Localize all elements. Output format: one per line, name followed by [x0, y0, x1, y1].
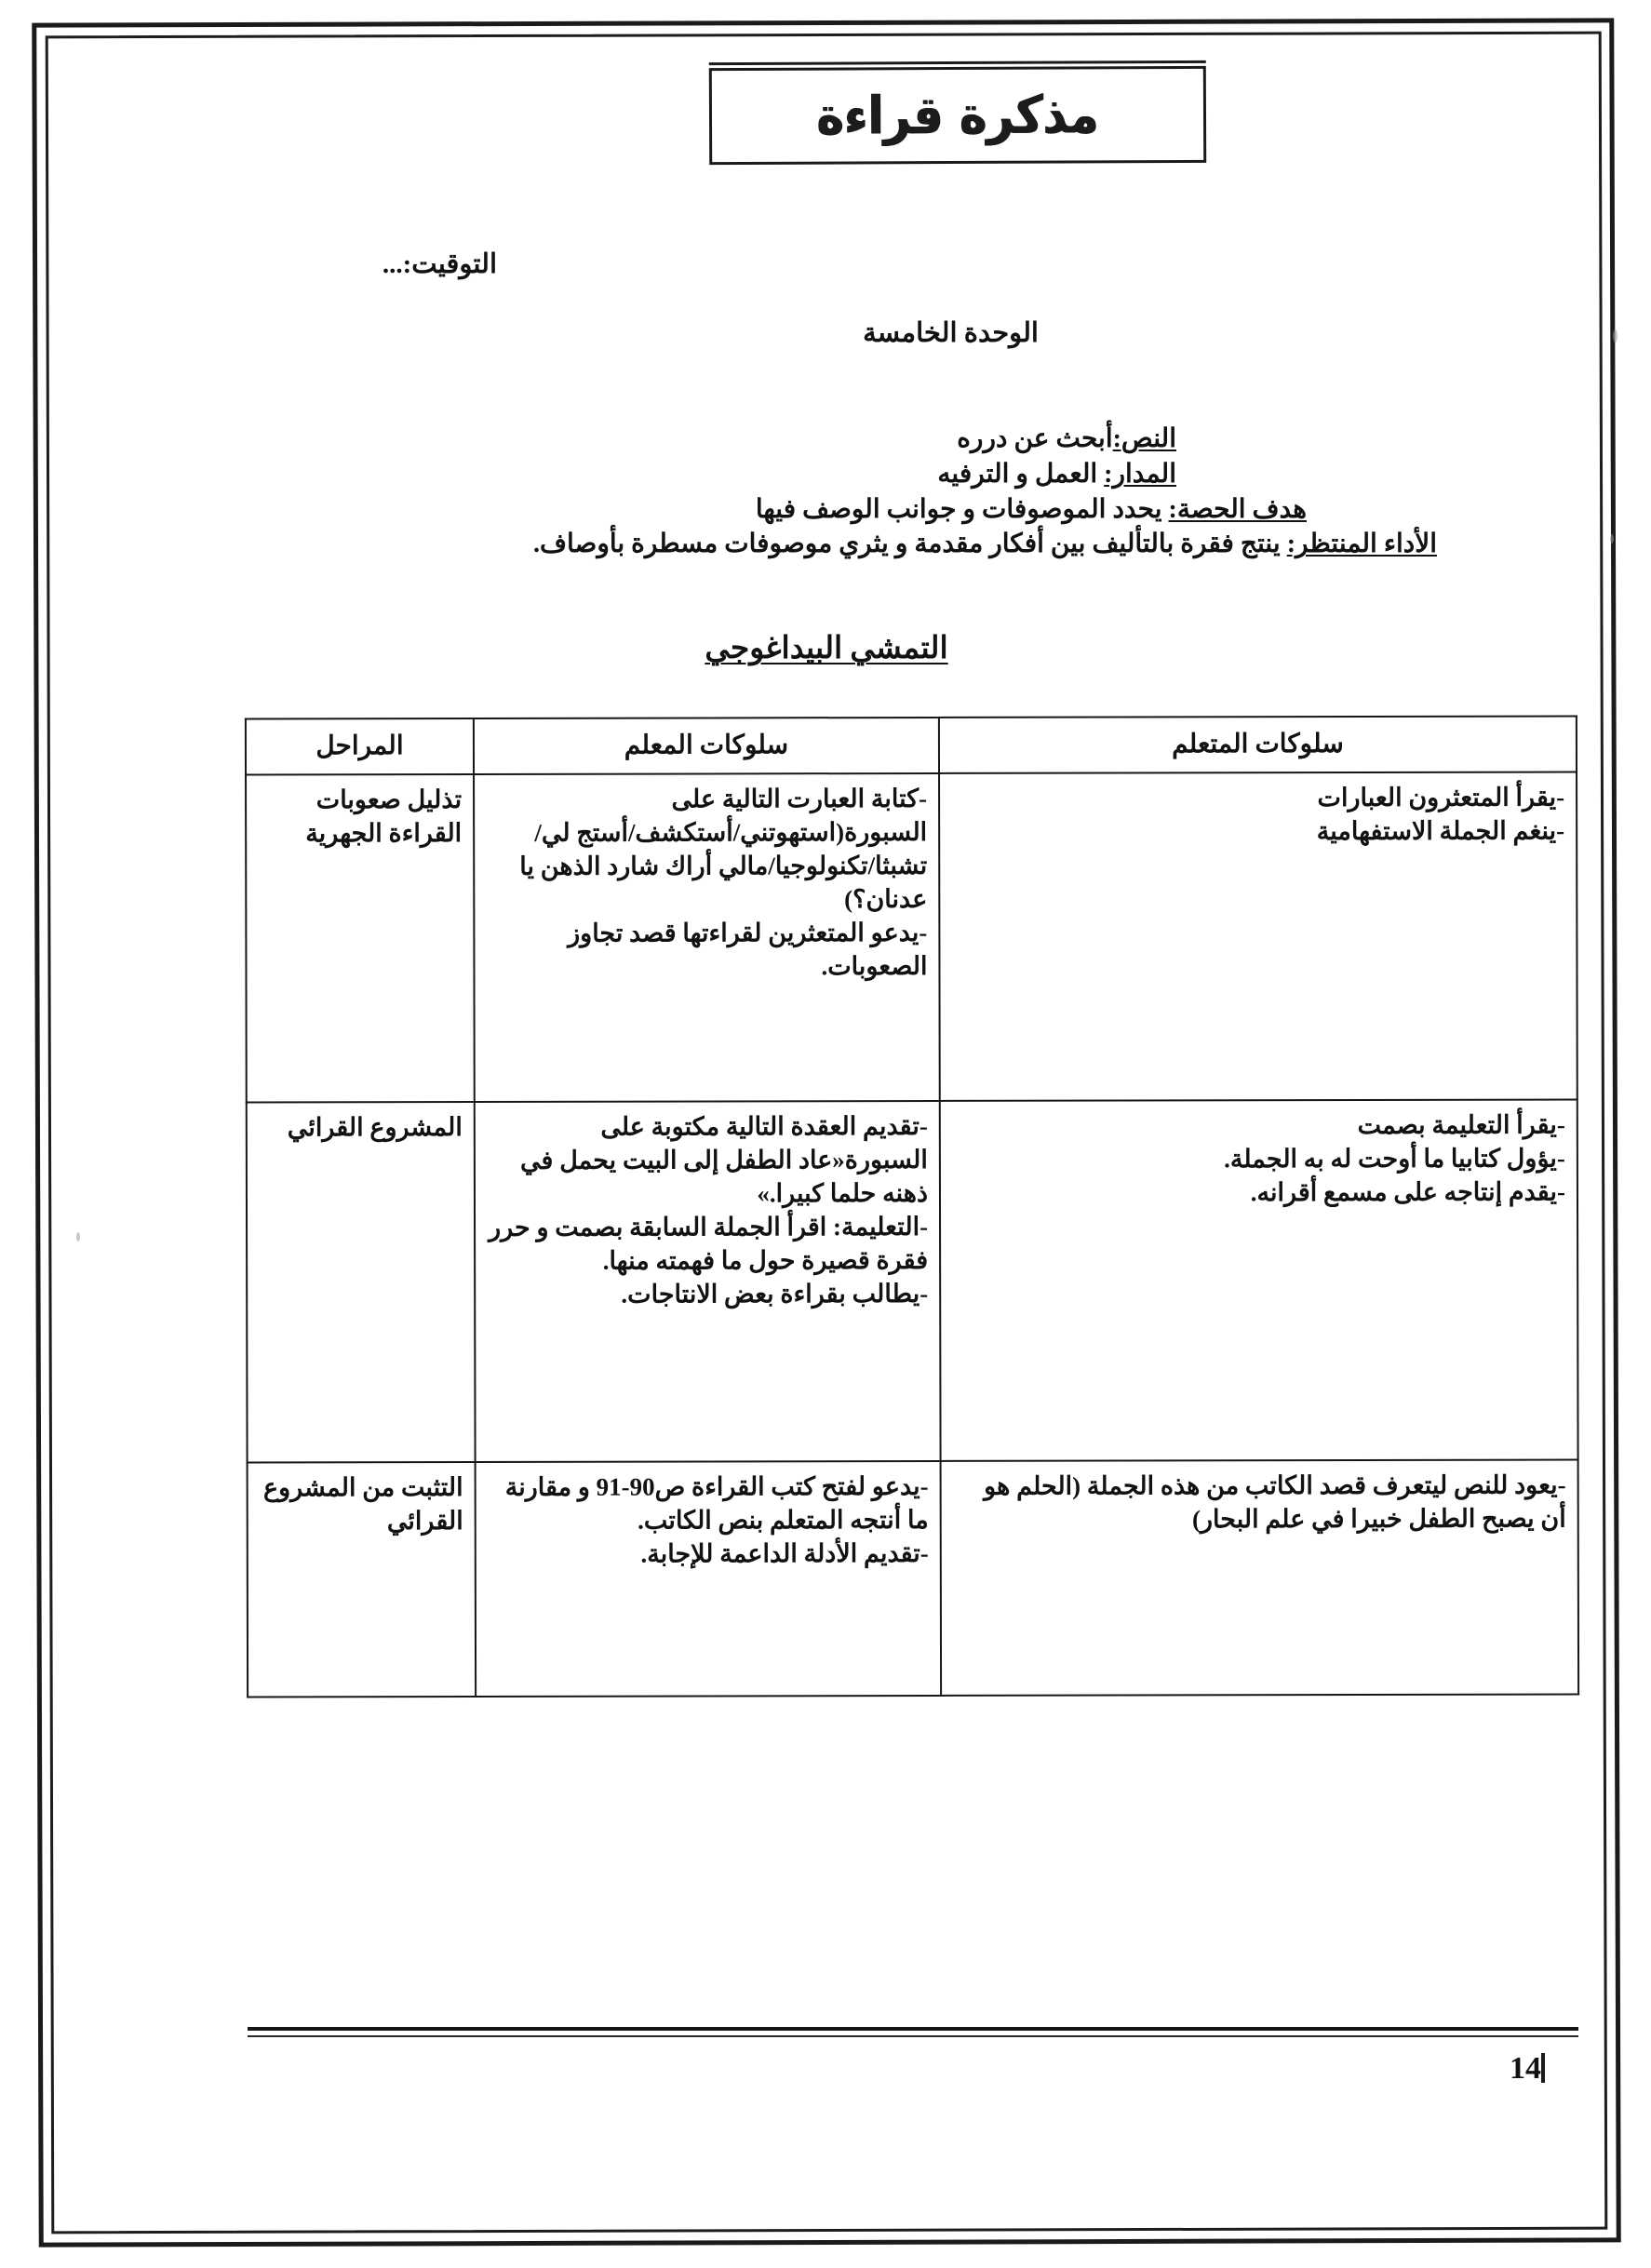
teacher-line: -يدعو المتعثرين لقراءتها قصد تجاوز الصعوبات. — [568, 919, 928, 981]
cell-learner-behaviours-1 — [939, 772, 1577, 1100]
meta-line-theme — [153, 458, 1176, 491]
learner-line: -ينغم الجملة الاستفهامية — [1316, 816, 1565, 845]
table-row — [246, 772, 1577, 1102]
column-header-learner-behaviours: سلوكات المتعلم — [939, 717, 1577, 773]
teacher-line: -كتابة العبارت التالية على السبورة(استهوتني/أستكشف/أستج لي/تشبثا/تكنولوجيا/مالي أراك شارد الذهن يا عدنان؟) — [519, 784, 928, 914]
teacher-line: -يدعو لفتح كتب القراءة ص90-91 و مقارنة ما أنتجه المتعلم بنص الكاتب. — [504, 1471, 929, 1535]
cell-learner-behaviours-2 — [940, 1099, 1578, 1460]
cell-stage-3: التثبت من المشروع القرائي — [248, 1461, 477, 1697]
meta-line-text — [153, 423, 1176, 456]
cell-teacher-behaviours-1 — [474, 772, 940, 1101]
column-header-stages: المراحل — [246, 718, 474, 774]
scan-artifact — [76, 1232, 80, 1241]
footer-divider — [248, 2027, 1578, 2031]
page-sheet — [67, 50, 1586, 2215]
page-number-text: 14 — [1510, 2051, 1541, 2086]
meta-key-objective: هدف الحصة: — [1168, 494, 1307, 524]
pedagogical-approach-table — [245, 716, 1579, 1698]
cell-teacher-behaviours-2 — [475, 1100, 941, 1461]
cell-stage-2: المشروع القرائي — [247, 1102, 476, 1463]
document-title-box — [709, 66, 1206, 165]
learner-line: -يقدم إنتاجه على مسمع أقرانه. — [1250, 1177, 1565, 1207]
document-title: مذكرة قراءة — [816, 84, 1099, 147]
scan-artifact — [1610, 534, 1614, 544]
learner-line: -يؤول كتابيا ما أوحت له به الجملة. — [1224, 1144, 1565, 1173]
cell-teacher-behaviours-3 — [476, 1460, 942, 1696]
meta-key-theme: المدار: — [1104, 459, 1176, 489]
teacher-line: -يطالب بقراءة بعض الانتاجات. — [621, 1280, 929, 1309]
meta-line-expected-performance — [153, 528, 1437, 561]
page-number — [1510, 2051, 1547, 2087]
table-row — [248, 1459, 1579, 1697]
table-header-row — [246, 717, 1577, 775]
scan-artifact — [1613, 329, 1617, 342]
meta-value-objective: يحدد الموصوفات و جوانب الوصف فيها — [755, 494, 1169, 524]
meta-value-text: أبحث عن درره — [957, 424, 1113, 453]
meta-key-text: النص: — [1112, 424, 1176, 453]
section-heading-pedagogical-approach — [67, 629, 1586, 666]
section-heading-text: التمشي البيداغوجي — [705, 632, 948, 665]
table-row — [247, 1099, 1578, 1462]
page-number-tick — [1541, 2053, 1545, 2083]
column-header-teacher-behaviours: سلوكات المعلم — [474, 718, 939, 774]
timing-label: التوقيت:... — [382, 249, 497, 279]
cell-learner-behaviours-3 — [941, 1459, 1579, 1695]
teacher-line: -تقديم العقدة التالية مكتوبة على السبورة«عاد الطفل إلى البيت يحمل في ذهنه حلما كبيرا.» — [519, 1111, 929, 1208]
unit-label: الوحدة الخامسة — [863, 318, 1039, 348]
learner-line: -يعود للنص ليتعرف قصد الكاتب من هذه الجملة (الحلم هو أن يصبح الطفل خبيرا في علم البحار) — [984, 1470, 1566, 1534]
meta-key-expected-performance: الأداء المنتظر: — [1286, 530, 1437, 559]
learner-line: -يقرأ التعليمة بصمت — [1357, 1110, 1565, 1139]
cell-stage-1: تذليل صعوبات القراءة الجهرية — [246, 774, 475, 1103]
meta-value-expected-performance: ينتج فقرة بالتأليف بين أفكار مقدمة و يثري موصوفات مسطرة بأوصاف. — [532, 530, 1287, 559]
learner-line: -يقرأ المتعثرون العبارات — [1317, 783, 1565, 812]
teacher-line: -تقديم الأدلة الداعمة للإجابة. — [640, 1538, 929, 1568]
lesson-meta-block — [153, 423, 1437, 563]
meta-value-theme: العمل و الترفيه — [937, 459, 1105, 489]
meta-line-objective — [153, 493, 1307, 527]
teacher-line: -التعليمة: اقرأ الجملة السابقة بصمت و حرر فقرة قصيرة حول ما فهمته منها. — [489, 1212, 929, 1275]
